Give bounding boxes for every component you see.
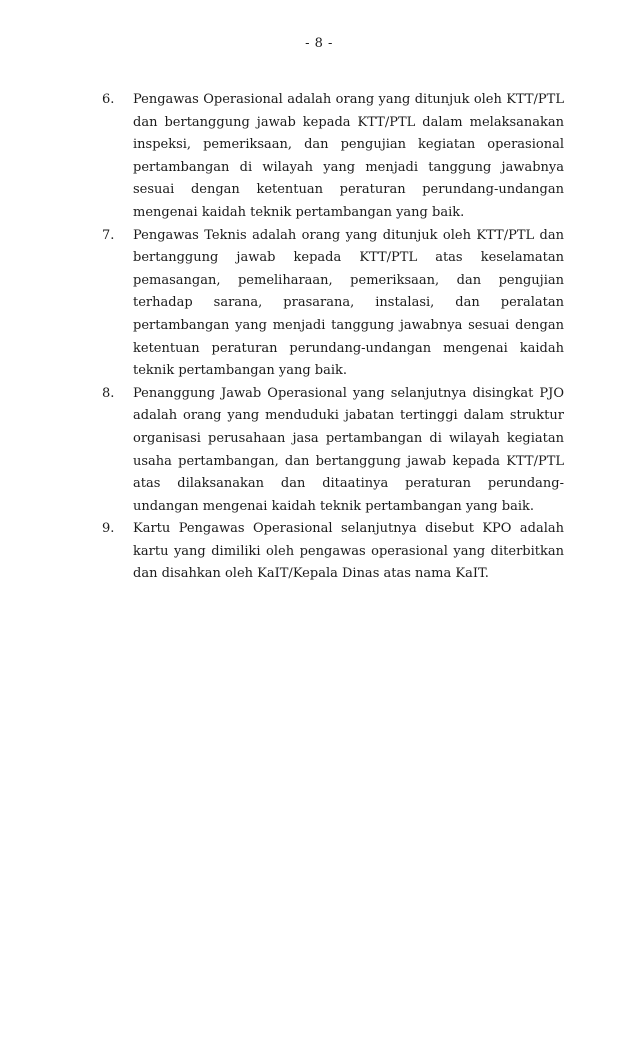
list-item [102, 89, 564, 225]
item-number: 6. [102, 92, 115, 107]
item-number: 8. [102, 385, 115, 401]
item-text: Penanggung Jawab Operasional yang selanjutnya disingkat PJO adalah orang yang menduduki jabatan tertinggi dalam struktur organisasi perusahaan jasa pertambangan di wilayah kegiatan usaha pertambangan, dan bertanggung jawab kepada KTT/PTL atas dilaksanakan dan ditaatinya peraturan perundang-undangan mengenai kaidah teknik pertambangan yang baik. [133, 385, 564, 514]
item-number: 9. [102, 521, 115, 537]
list-item [102, 383, 564, 519]
item-text: Pengawas Teknis adalah orang yang ditunjuk oleh KTT/PTL dan bertanggung jawab kepada KTT/PTL atas keselamatan pemasangan, pemeliharaan, pemeriksaan, dan pengujian terhadap sarana, prasarana, instalasi, dan peralatan pertambangan yang menjadi tanggung jawabnya sesuai dengan ketentuan peraturan perundang-undangan mengenai kaidah teknik pertambangan yang baik. [133, 227, 564, 379]
definition-list [102, 89, 564, 586]
list-item [102, 518, 564, 586]
item-text: Kartu Pengawas Operasional selanjutnya disebut KPO adalah kartu yang dimiliki oleh pengawas operasional yang diterbitkan dan disahkan oleh KaIT/Kepala Dinas atas nama KaIT. [133, 521, 564, 582]
item-text: Pengawas Operasional adalah orang yang ditunjuk oleh KTT/PTL dan bertanggung jawab kepada KTT/PTL dalam melaksanakan inspeksi, pemeriksaan, dan pengujian kegiatan operasional pertambangan di wilayah yang menjadi tanggung jawabnya sesuai dengan ketentuan peraturan perundang-undangan mengenai kaidah teknik pertambangan yang baik. [133, 92, 564, 220]
page-number: - 8 - [305, 36, 333, 51]
list-item [102, 225, 564, 383]
item-number: 7. [102, 227, 115, 243]
